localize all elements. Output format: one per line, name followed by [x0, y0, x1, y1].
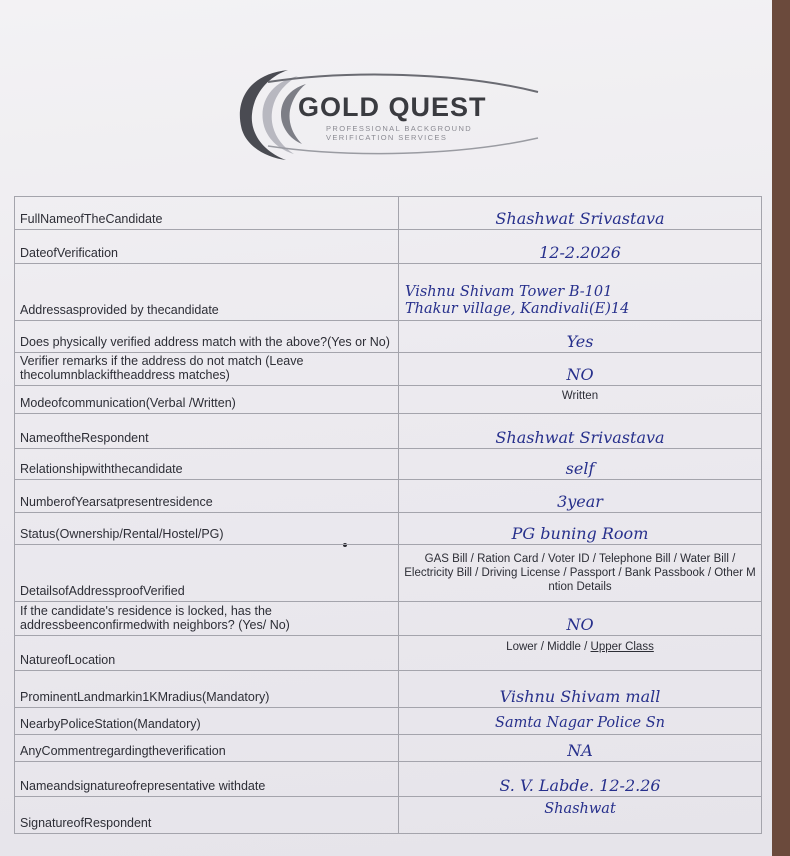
form-row	[15, 197, 762, 230]
form-row	[15, 545, 762, 602]
form-label: Relationshipwiththecandidate	[15, 449, 399, 480]
form-value: NO	[399, 601, 762, 635]
form-label: Nameandsignatureofrepresentative withdate	[15, 761, 399, 796]
form-value: GAS Bill / Ration Card / Voter ID / Telephone Bill / Water Bill / Electricity Bill / Driving License / Passport / Bank Passbook / Other M ntion Details	[399, 545, 762, 602]
form-row	[15, 761, 762, 796]
logo-tagline-line-2: VERIFICATION SERVICES	[326, 133, 448, 142]
form-row	[15, 708, 762, 735]
respondent-signature: Shashwat	[399, 796, 762, 833]
goldquest-logo	[228, 62, 548, 162]
form-row	[15, 734, 762, 761]
form-row	[15, 320, 762, 352]
form-label: If the candidate's residence is locked, has the addressbeenconfirmedwith neighbors? (Yes/ No)	[15, 601, 399, 635]
form-label: ProminentLandmarkin1KMradius(Mandatory)	[15, 671, 399, 708]
form-row	[15, 671, 762, 708]
form-label: DetailsofAddressproofVerified	[15, 545, 399, 602]
form-label: DateofVerification	[15, 229, 399, 263]
form-value: Written	[399, 385, 762, 414]
form-label: FullNameofTheCandidate	[15, 197, 399, 230]
form-row	[15, 449, 762, 480]
form-label: NearbyPoliceStation(Mandatory)	[15, 708, 399, 735]
form-label: NumberofYearsatpresentresidence	[15, 480, 399, 513]
location-options: Lower / Middle /	[506, 640, 591, 653]
form-row	[15, 480, 762, 513]
location-selected: Upper Class	[590, 640, 654, 653]
form-row	[15, 385, 762, 414]
form-row	[15, 601, 762, 635]
form-label: Status(Ownership/Rental/Hostel/PG)	[15, 513, 399, 545]
form-row	[15, 263, 762, 320]
form-value: S. V. Labde. 12-2.26	[399, 761, 762, 796]
form-value	[399, 635, 762, 670]
form-label: Addressasprovided by thecandidate	[15, 263, 399, 320]
form-row	[15, 796, 762, 833]
form-label: Verifier remarks if the address do not match (Leave thecolumnblackiftheaddress matches)	[15, 352, 399, 385]
form-row	[15, 513, 762, 545]
logo-tagline	[326, 124, 472, 142]
form-label: AnyCommentregardingtheverification	[15, 734, 399, 761]
form-label: SignatureofRespondent	[15, 796, 399, 833]
form-value: 12-2.2026	[399, 229, 762, 263]
form-value: 3year	[399, 480, 762, 513]
form-row	[15, 229, 762, 263]
address-line-2: Thakur village, Kandivali(E)14	[405, 300, 630, 317]
form-label: NatureofLocation	[15, 635, 399, 670]
form-label: Modeofcommunication(Verbal /Written)	[15, 385, 399, 414]
form-value: PG buning Room	[399, 513, 762, 545]
form-value	[399, 263, 762, 320]
verification-form-table	[14, 196, 762, 834]
form-value: Vishnu Shivam mall	[399, 671, 762, 708]
form-value: Shashwat Srivastava	[399, 414, 762, 449]
form-label: Does physically verified address match with the above?(Yes or No)	[15, 320, 399, 352]
logo-tagline-line-1: PROFESSIONAL BACKGROUND	[326, 124, 473, 133]
form-value: NO	[399, 352, 762, 385]
form-label: NameoftheRespondent	[15, 414, 399, 449]
form-row	[15, 352, 762, 385]
address-line-1: Vishnu Shivam Tower B-101	[405, 283, 613, 300]
form-row	[15, 414, 762, 449]
form-value: Shashwat Srivastava	[399, 197, 762, 230]
form-value: NA	[399, 734, 762, 761]
form-value: Yes	[399, 320, 762, 352]
form-row	[15, 635, 762, 670]
logo-wordmark: GOLD QUEST	[298, 92, 487, 122]
form-value: self	[399, 449, 762, 480]
form-value: Samta Nagar Police Sn	[399, 708, 762, 735]
